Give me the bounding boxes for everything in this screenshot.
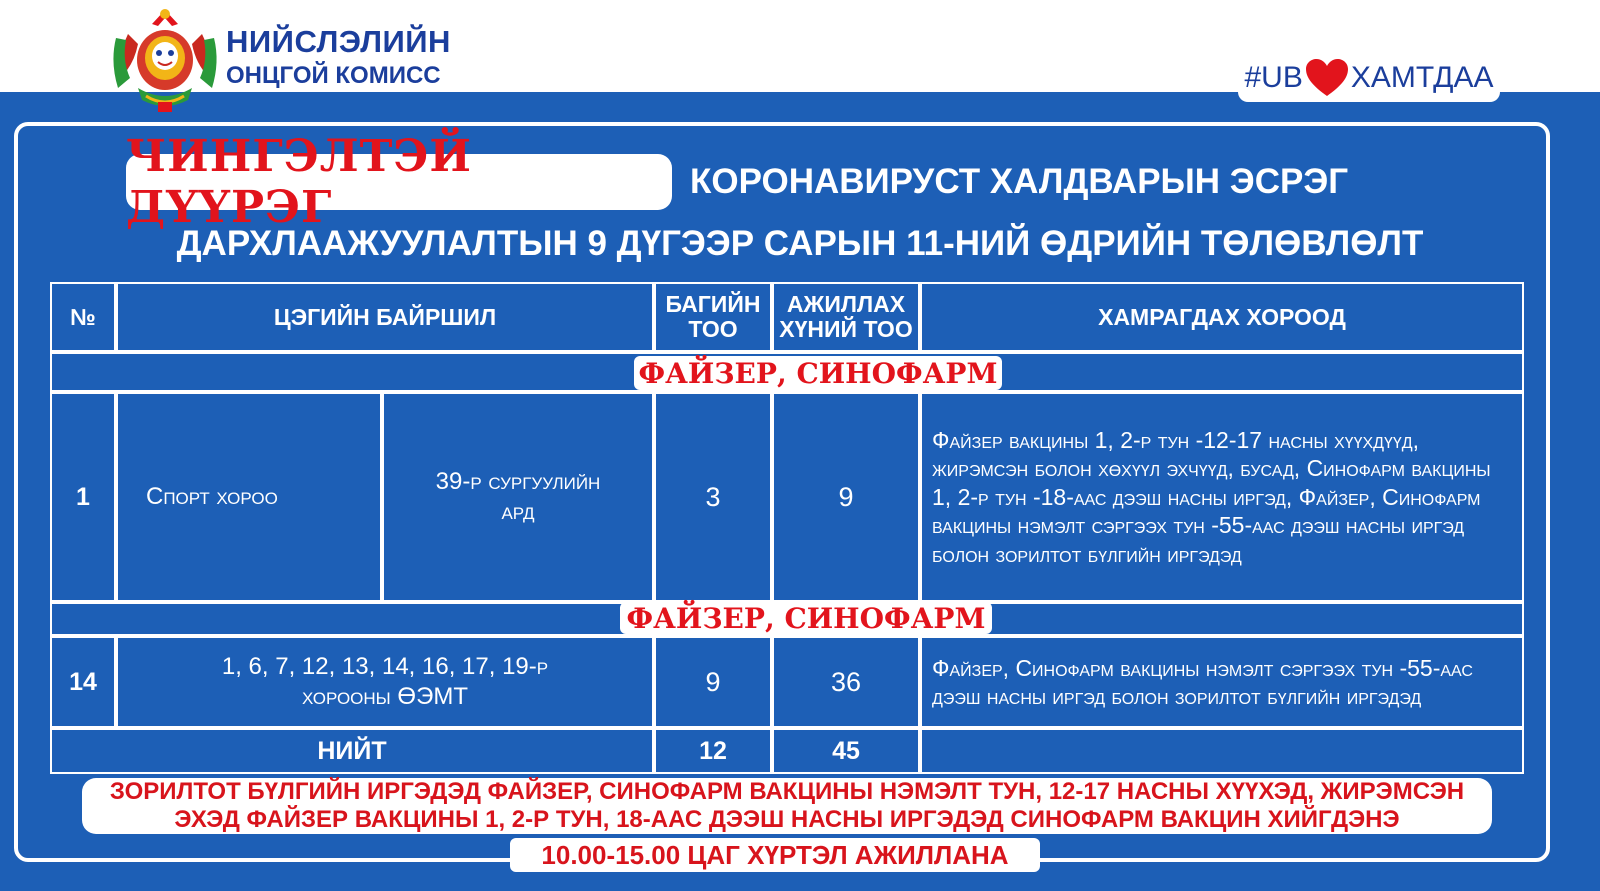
row2-teams: 9 <box>654 636 772 728</box>
header-workers-line1: АЖИЛЛАХ <box>786 291 906 317</box>
row2-workers: 36 <box>772 636 920 728</box>
footer-note <box>82 778 1492 834</box>
heart-icon <box>1305 58 1349 98</box>
section-label-1: ФАЙЗЕР, СИНОФАРМ <box>634 356 1002 390</box>
row1-place: 39-р сургуулийн ард <box>382 392 654 602</box>
hashtag-suffix: ХАМТДАА <box>1350 61 1494 94</box>
row1-area: Спорт хороо <box>116 392 382 602</box>
row2-coverage: Файзер, Синофарм вакцины нэмэлт сэргээх тун -55-аас дээш насны иргэд болон зорилтот бүлгийн иргэдэд <box>920 636 1524 728</box>
org-name-line2: ОНЦГОЙ КОМИСС <box>226 62 441 89</box>
title-line1: КОРОНАВИРУСТ ХАЛДВАРЫН ЭСРЭГ <box>690 162 1349 201</box>
hashtag-badge <box>1238 54 1500 102</box>
row1-no: 1 <box>50 392 116 602</box>
total-workers: 45 <box>772 728 920 774</box>
footer-note-line2: ЭХЭД ФАЙЗЕР ВАКЦИНЫ 1, 2-Р ТУН, 18-ААС ДЭЭШ НАСНЫ ИРГЭДЭД СИНОФАРМ ВАКЦИН ХИЙГДЭНЭ <box>174 806 1400 833</box>
hashtag-prefix: #UB <box>1244 61 1303 94</box>
row2-no: 14 <box>50 636 116 728</box>
header-location: ЦЭГИЙН БАЙРШИЛ <box>116 282 654 352</box>
header-no: № <box>50 282 116 352</box>
total-empty-cell <box>920 728 1524 774</box>
title-line2: ДАРХЛААЖУУЛАЛТЫН 9 ДҮГЭЭР САРЫН 11-НИЙ ӨДРИЙН ТӨЛӨВЛӨЛТ <box>176 224 1424 263</box>
header-workers-line2: ХҮНИЙ ТОО <box>779 316 913 342</box>
header-teams <box>654 282 772 352</box>
header-teams-line2: ТОО <box>688 316 738 342</box>
row2-location: 1, 6, 7, 12, 13, 14, 16, 17, 19-р хорооны ӨЭМТ <box>116 636 654 728</box>
total-teams: 12 <box>654 728 772 774</box>
footer-note-line1: ЗОРИЛТОТ БҮЛГИЙН ИРГЭДЭД ФАЙЗЕР, СИНОФАРМ ВАКЦИНЫ НЭМЭЛТ ТУН, 12-17 НАСНЫ ХҮҮХЭД, ЖИРЭМСЭН <box>109 778 1465 805</box>
section-label-2: ФАЙЗЕР, СИНОФАРМ <box>620 602 992 634</box>
header-coverage: ХАМРАГДАХ ХОРООД <box>920 282 1524 352</box>
working-hours: 10.00-15.00 ЦАГ ХҮРТЭЛ АЖИЛЛАНА <box>510 838 1040 872</box>
total-label: НИЙТ <box>50 728 654 774</box>
header-teams-line1: БАГИЙН <box>665 291 761 317</box>
org-name-line1: НИЙСЛЭЛИЙН <box>226 24 451 59</box>
row1-workers: 9 <box>772 392 920 602</box>
header-workers <box>772 282 920 352</box>
district-name: ЧИНГЭЛТЭЙ ДҮҮРЭГ <box>126 154 672 210</box>
row1-teams: 3 <box>654 392 772 602</box>
row1-coverage: Файзер вакцины 1, 2-р тун -12-17 насны хүүхдүүд, жирэмсэн болон хөхүүл эхчүүд, бусад, Синофарм вакцины 1, 2-р тун -18-аас дээш насны иргэд, Файзер, Синофарм вакцины нэмэлт сэргээх тун -55-аас дээш насны иргэд болон зорилтот бүлгийн иргэдэд <box>920 392 1524 602</box>
mongolian-state-emblem-icon <box>108 4 222 116</box>
